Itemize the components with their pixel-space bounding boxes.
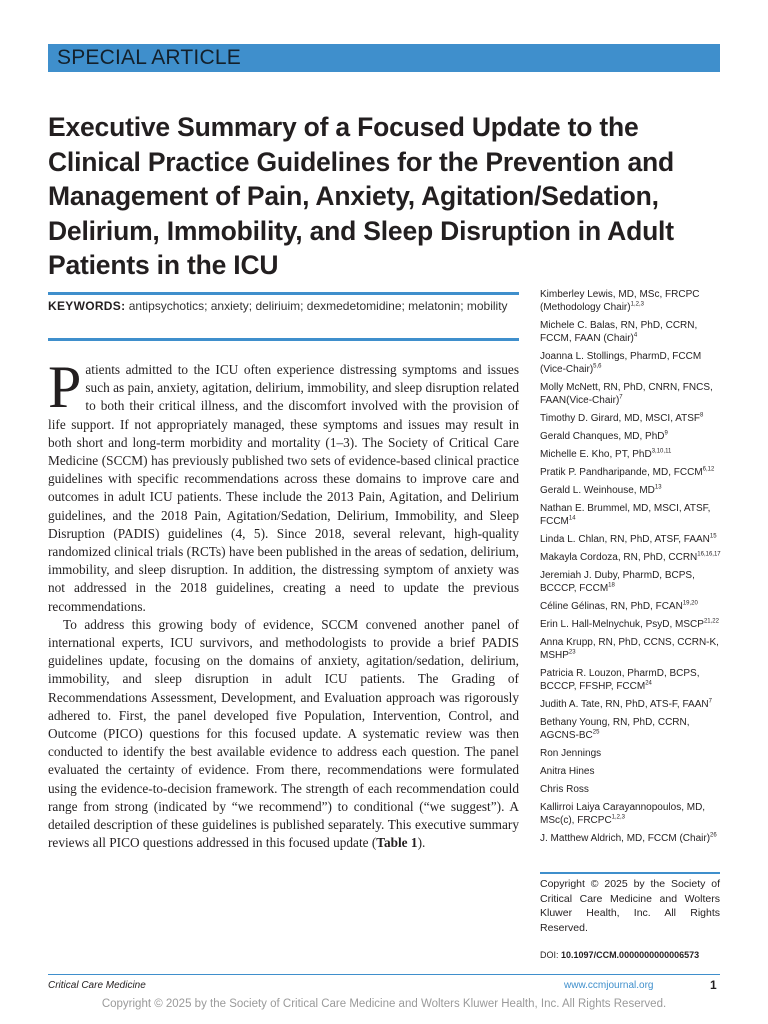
author-entry <box>540 412 724 425</box>
page-number: 1 <box>710 978 717 992</box>
author-entry <box>540 783 724 796</box>
author-affiliation: 18 <box>608 582 615 589</box>
author-name: Gerald L. Weinhouse, MD <box>540 485 655 496</box>
keywords-block <box>48 298 519 314</box>
author-list <box>540 288 724 850</box>
author-name: Linda L. Chlan, RN, PhD, ATSF, FAAN <box>540 534 710 545</box>
author-entry <box>540 381 724 407</box>
author-affiliation: 6,12 <box>702 466 715 473</box>
author-name: Makayla Cordoza, RN, PhD, CCRN <box>540 552 698 563</box>
keywords-bottom-rule <box>48 338 519 341</box>
table-reference: Table 1 <box>376 835 418 851</box>
author-entry <box>540 716 724 742</box>
author-affiliation: 24 <box>645 680 652 687</box>
author-name: Molly McNett, RN, PhD, CNRN, FNCS, FAAN(Vice-Chair) <box>540 382 713 406</box>
author-name: Kimberley Lewis, MD, MSc, FRCPC (Methodology Chair) <box>540 289 700 313</box>
author-name: Gerald Chanques, MD, PhD <box>540 431 665 442</box>
author-name: Anitra Hines <box>540 766 595 777</box>
body-paragraph-2 <box>48 616 519 853</box>
keywords-top-rule <box>48 292 519 295</box>
author-affiliation: 16,16,17 <box>697 551 721 558</box>
author-name: Joanna L. Stollings, PharmD, FCCM (Vice-Chair) <box>540 351 702 375</box>
author-entry <box>540 430 724 443</box>
author-affiliation: 9 <box>664 430 668 437</box>
author-entry <box>540 466 724 479</box>
author-entry <box>540 533 724 546</box>
author-name: Timothy D. Girard, MD, MSCI, ATSF <box>540 413 701 424</box>
author-name: Patricia R. Louzon, PharmD, BCPS, BCCCP, FFSHP, FCCM <box>540 668 700 692</box>
doi-line <box>540 949 724 961</box>
author-name: Michele C. Balas, RN, PhD, CCRN, FCCM, FAAN (Chair) <box>540 320 698 344</box>
doi-value: 10.1097/CCM.0000000000006573 <box>561 950 700 960</box>
author-name: Nathan E. Brummel, MD, MSCI, ATSF, FCCM <box>540 503 711 527</box>
author-entry <box>540 319 724 345</box>
author-entry <box>540 350 724 376</box>
author-affiliation: 7 <box>708 698 712 705</box>
footer-rule <box>48 974 720 975</box>
author-entry <box>540 448 724 461</box>
author-entry <box>540 801 724 827</box>
author-entry <box>540 551 724 564</box>
author-affiliation: 26 <box>710 832 717 839</box>
section-banner <box>48 44 720 72</box>
author-affiliation: 19,20 <box>682 600 698 607</box>
author-affiliation: 13 <box>654 484 662 491</box>
author-name: Céline Gélinas, RN, PhD, FCAN <box>540 601 683 612</box>
author-affiliation: 25 <box>592 729 600 736</box>
author-name: Michelle E. Kho, PT, PhD <box>540 449 652 460</box>
author-name: Ron Jennings <box>540 748 602 759</box>
author-affiliation: 8 <box>700 412 704 419</box>
author-affiliation: 14 <box>568 515 576 522</box>
journal-name: Critical Care Medicine <box>48 980 146 991</box>
author-affiliation: 7 <box>619 394 623 401</box>
author-name: Anna Krupp, RN, PhD, CCNS, CCRN-K, MSHP <box>540 637 719 661</box>
author-affiliation: 4 <box>633 332 638 339</box>
author-name: Judith A. Tate, RN, PhD, ATS-F, FAAN <box>540 699 709 710</box>
author-entry <box>540 484 724 497</box>
author-entry <box>540 569 724 595</box>
author-affiliation: 5,6 <box>593 363 602 370</box>
author-name: Pratik P. Pandharipande, MD, FCCM <box>540 467 703 478</box>
doi-label: DOI: <box>540 950 559 960</box>
author-affiliation: 1,2,3 <box>611 814 626 821</box>
author-entry <box>540 832 724 845</box>
author-entry <box>540 618 724 631</box>
article-title: Executive Summary of a Focused Update to the Clinical Practice Guidelines for the Prevention and Management of Pain, Anxiety, Agitation/Sedation, Delirium, Immobility, and Sleep Disruption in Adult Patients in the ICU <box>48 112 674 280</box>
author-name: Bethany Young, RN, PhD, CCRN, AGCNS-BC <box>540 717 690 741</box>
author-affiliation: 1,2,3 <box>630 301 644 308</box>
article-body <box>48 354 519 852</box>
copyright-watermark: Copyright © 2025 by the Society of Critical Care Medicine and Wolters Kluwer Health, Inc. All Rights Reserved. <box>101 998 667 1010</box>
author-name: J. Matthew Aldrich, MD, FCCM (Chair) <box>540 833 711 844</box>
body-paragraph-1-text: atients admitted to the ICU often experience distressing symptoms and issues such as pain, anxiety, agitation, delirium, immobility, and sleep disruption related to both their critical illness, and the discomfort involved with the provision of life support. If not appropriately managed, these symptoms and issues may result in both short and long-term morbidity and mortality (1–3). The Society of Critical Care Medicine (SCCM) has previously published two sets of evidence-based clinical practice guidelines with specific recommendations across these domains to improve care and outcomes in adult ICU patients. These include the 2013 Pain, Agitation, and Delirium guidelines, and the 2018 Pain, Agitation/Sedation, Delirium, Immobility, and Sleep Disruption (PADIS) guidelines (4, 5). Since 2018, several relevant, high-quality randomized clinical trials (RCTs) have been published in the areas of sedation, delirium, immobility, and sleep disruption. In addition, the distressing symptom of anxiety was not addressed in the 2018 guidelines, creating a need to update the previous recommendations. <box>48 362 519 614</box>
author-affiliation: 21,22 <box>703 618 719 625</box>
body-paragraph-2-end: ). <box>417 835 426 851</box>
author-name: Jeremiah J. Duby, PharmD, BCPS, BCCCP, FCCM <box>540 570 695 594</box>
keywords-text: antipsychotics; anxiety; deliriuim; dexmedetomidine; melatonin; mobility <box>128 299 508 313</box>
keywords-label: KEYWORDS: <box>48 299 126 313</box>
author-name: Chris Ross <box>540 784 589 795</box>
author-affiliation: 23 <box>568 649 576 656</box>
drop-cap: P <box>48 354 82 420</box>
author-entry <box>540 698 724 711</box>
journal-url-link[interactable]: www.ccmjournal.org <box>564 980 654 991</box>
section-label: SPECIAL ARTICLE <box>57 46 241 69</box>
author-entry <box>540 288 724 314</box>
author-entry <box>540 636 724 662</box>
author-entry <box>540 765 724 778</box>
sidebar-copyright: Copyright © 2025 by the Society of Critical Care Medicine and Wolters Kluwer Health, Inc. All Rights Reserved. <box>540 878 720 934</box>
body-paragraph-1 <box>48 354 519 616</box>
author-entry <box>540 747 724 760</box>
sidebar-rule <box>540 872 720 874</box>
author-name: Kallirroi Laiya Carayannopoulos, MD, MSc(c), FRCPC <box>540 802 706 826</box>
author-entry <box>540 600 724 613</box>
author-affiliation: 15 <box>709 533 717 540</box>
author-affiliation: 3,10,11 <box>651 448 672 455</box>
body-paragraph-2-text: To address this growing body of evidence, SCCM convened another panel of international experts, ICU survivors, and methodologists to provide a brief PADIS guidelines update, focusing on the domains of anxiety, agitation/sedation, delirium, immobility, and sleep disruption in adult ICU patients. The Grading of Recommendations Assessment, Development, and Evaluation approach was rigorously adhered to. First, the panel developed five Population, Intervention, Control, and Outcome (PICO) questions for this focused update. A systematic review was then conducted to identify the best available evidence to address each question. The panel evaluated the certainty of evidence. From there, recommendations were formulated using the evidence-to-decision framework. The strength of each recommendation could range from strong (indicated by “we recommend”) to conditional (“we suggest”). A detailed description of these guidelines is published separately. This executive summary reviews all PICO questions addressed in this focused update ( <box>48 616 519 851</box>
author-entry <box>540 502 724 528</box>
author-entry <box>540 667 724 693</box>
author-name: Erin L. Hall-Melnychuk, PsyD, MSCP <box>540 619 704 630</box>
